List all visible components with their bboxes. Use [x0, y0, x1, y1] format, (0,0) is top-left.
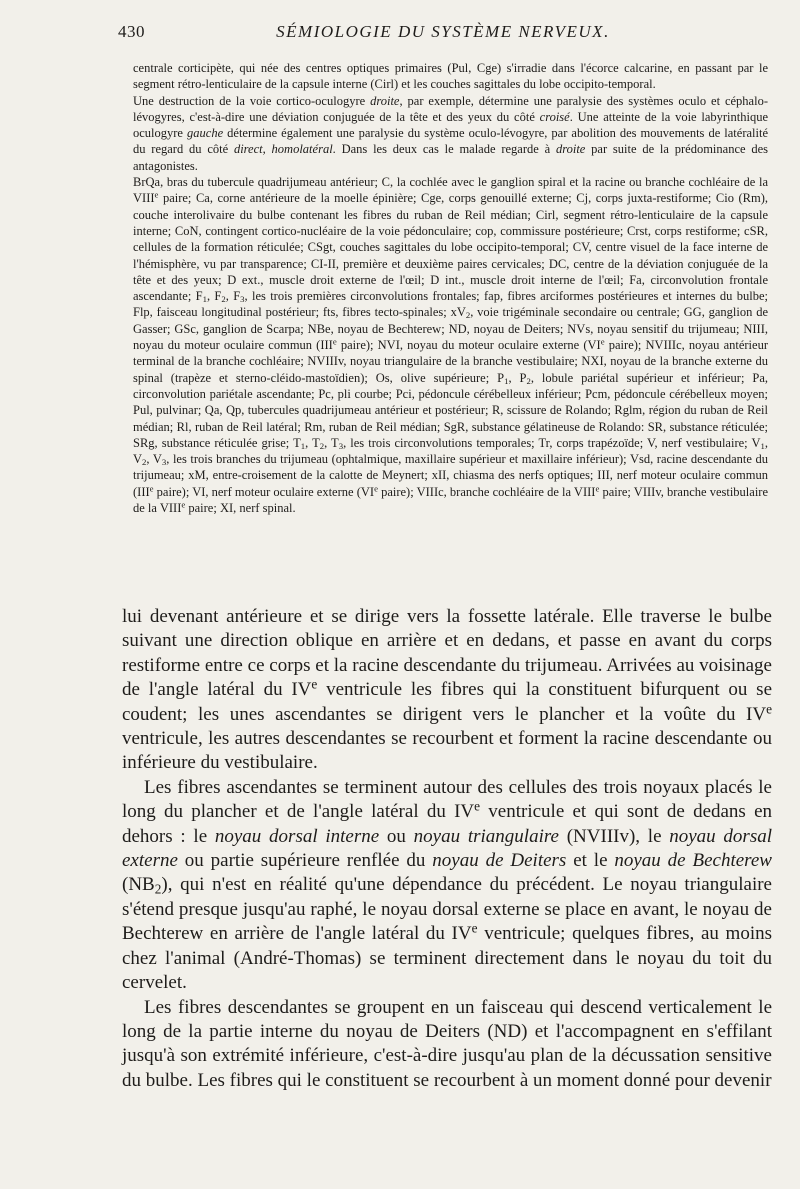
- caption-legend: BrQa, bras du tubercule quadrijumeau antérieur; C, la cochlée avec le ganglion spiral et la racine ou branche cochléaire de la VIIIe paire; Ca, corne antérieure de la moelle épinière; Cge, corps genouillé externe; Cj, corps juxta-restiforme; Cio (Rm), couche interolivaire du bulbe contenant les fibres du ruban de Reil médian; Cirl, segment rétro-lenticulaire de la capsule interne; CoN, contingent cortico-nucléaire de la voie pédonculaire; cop, commissure postérieure; Crst, corps restiforme; cSR, cellules de la formation réticulée; CSgt, couches sagittales du lobe occipito-temporal; CV, centre visuel de la face interne de l'hémisphère, vu par transparence; CI-II, première et deuxième paires cervicales; DC, centre de la déviation conjuguée de la tête et des yeux; D ext., muscle droit externe de l'œil; D int., muscle droit interne de l'œil; Fa, circonvolution frontale ascendante; $F_1$, $F_2$, $F_3$, les trois premières circonvolutions frontales; fap, fibres arciformes postérieures et internes du bulbe; Flp, faisceau longitudinal postérieur; fts, fibres tecto-spinales; $xV_2$, voie trigéminale secondaire ou centrale; GG, ganglion de Gasser; GSc, ganglion de Scarpa; NBe, noyau de Bechterew; ND, noyau de Deiters; NVs, noyau sensitif du trijumeau; NIII, noyau du moteur oculaire commun (IIIe paire); NVI, noyau du moteur oculaire externe (VIe paire); NVIIIc, noyau antérieur terminal de la branche cochléaire; NVIIIv, noyau triangulaire de la branche vestibulaire; NXI, noyau de la branche externe du spinal (trapèze et sterno-cléido-mastoïdien); Os, olive supérieure; $P_1$, $P_2$, lobule pariétal supérieur et inférieur; Pa, circonvolution pariétale ascendante; Pc, pli courbe; Pci, pédoncule cérébelleux inférieur; Pcm, pédoncule cérébelleux moyen; Pul, pulvinar; Qa, Qp, tubercules quadrijumeau antérieur et postérieur; R, scissure de Rolando; Rglm, région du ruban de Reil médian; Rl, ruban de Reil latéral; Rm, ruban de Reil médian; SgR, substance gélatineuse de Rolando: SR, substance réticulée; SRg, substance réticulée grise; $T_1$, $T_2$, $T_3$, les trois circonvolutions temporales; Tr, corps trapézoïde; V, nerf vestibulaire; $V_1$, $V_2$, $V_3$, les trois branches du trijumeau (ophtalmique, maxillaire supérieur et maxillaire inférieur); Vsd, racine descendante du trijumeau; xM, entre-croisement de la calotte de Meynert; xII, chiasma des nerfs optiques; III, nerf moteur oculaire commun (IIIe paire); VI, nerf moteur oculaire externe (VIe paire); VIIIc, branche cochléaire de la VIIIe paire; VIIIv, branche vestibulaire de la VIIIe paire; XI, nerf spinal.: [133, 175, 769, 516]
- running-header: [118, 22, 768, 48]
- caption-paragraph-explanation: Une destruction de la voie cortico-oculogyre droite, par exemple, détermine une paralysie des systèmes oculo et céphalo-lévogyres, c'est-à-dire une déviation conjuguée de la tête et des yeux du côté croisé. Une atteinte de la voie labyrinthique oculogyre gauche détermine également une paralysie du système oculo-lévogyre, par abolition des mouvements de latéralité du regard du côté direct, homolatéral. Dans les deux cas le malade regarde à droite par suite de la prédominance des antagonistes.: [133, 93, 768, 173]
- body-paragraph-3: Les fibres descendantes se groupent en un faisceau qui descend verticalement le long de la partie interne du noyau de Deiters (ND) et l'accompagnent en s'effilant jusqu'à son extrémité inférieure, c'est-à-dire jusqu'au plan de la décussation sensitive du bulbe. Les fibres qui le constituent se recourbent à un moment donné pour devenir: [122, 996, 772, 1091]
- body-paragraph-2: Les fibres ascendantes se terminent autour des cellules des trois noyaux placés le long du plancher et de l'angle latéral du IVe ventricule et qui sont de dedans en dehors : le noyau dorsal interne ou noyau triangulaire (NVIIIv), le noyau dorsal externe ou partie supérieure renflée du noyau de Deiters et le noyau de Bechterew $(NB_2)$, qui n'est en réalité qu'une dépendance du précédent. Le noyau triangulaire s'étend presque jusqu'au raphé, le noyau dorsal externe se place en avant, le noyau de Bechterew en arrière de l'angle latéral du IVe ventricule; quelques fibres, au moins chez l'animal (André-Thomas) se terminent directement dans le noyau du toit du cervelet.: [122, 776, 772, 994]
- page-number: 430: [118, 22, 145, 41]
- caption-paragraph-continued: centrale corticipète, qui née des centres optiques primaires (Pul, Cge) s'irradie dans l'écorce calcarine, en passant par le segment rétro-lenticulaire de la capsule interne (Cirl) et les couches sagittales du lobe occipito-temporal.: [133, 61, 768, 92]
- running-title: SÉMIOLOGIE DU SYSTÈME NERVEUX.: [276, 22, 610, 41]
- figure-caption: [133, 60, 768, 516]
- body-text: [122, 605, 772, 1093]
- body-paragraph-1: lui devenant antérieure et se dirige vers la fossette latérale. Elle traverse le bulbe suivant une direction oblique en arrière et en dedans, et passe en avant du corps restiforme entre ce corps et la racine descendante du trijumeau. Arrivées au voisinage de l'angle latéral du IVe ventricule les fibres qui la constituent bifurquent ou se coudent; les unes ascendantes se dirigent vers le plancher et la voûte du IVe ventricule, les autres descendantes se recourbent et forment la racine descendante ou inférieure du vestibulaire.: [122, 606, 773, 774]
